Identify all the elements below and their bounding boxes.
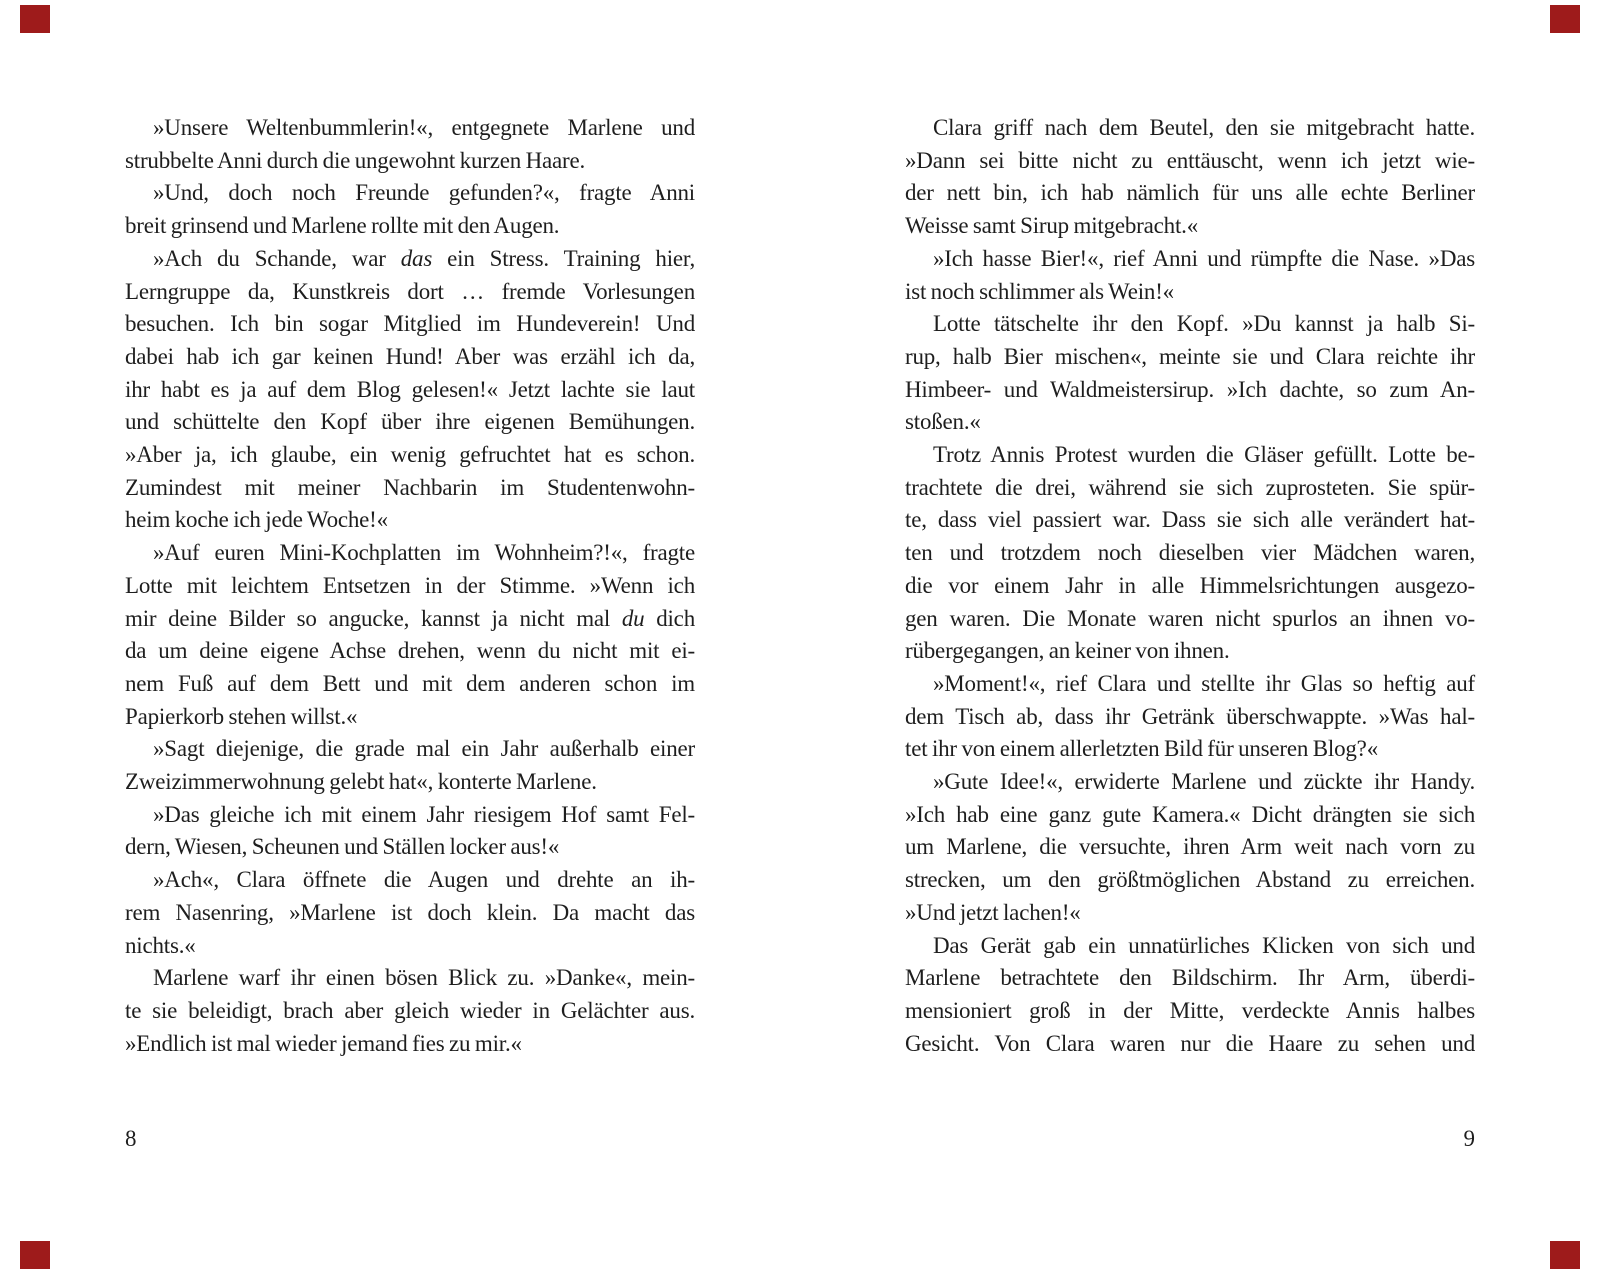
text-line: Zumindest mit meiner Nachbarin im Studentenwohn- (125, 474, 695, 500)
corner-marker-top-right (1550, 5, 1580, 33)
text-line: »Unsere Weltenbummlerin!«, entgegnete Marlene und (153, 115, 695, 140)
text-line: »Das gleiche ich mit einem Jahr riesigem Hof samt Fel- (153, 801, 695, 827)
corner-marker-top-left (20, 5, 50, 33)
text-line: Lotte tätschelte ihr den Kopf. »Du kannst ja halb Si- (933, 311, 1475, 337)
text-line: »Ach«, Clara öffnete die Augen und drehte an ih- (153, 867, 695, 893)
text-line: rübergegangen, an keiner von ihnen. (905, 638, 1230, 664)
text-line: die vor einem Jahr in alle Himmelsrichtungen ausgezo- (905, 572, 1475, 598)
text-line: mensioniert groß in der Mitte, verdeckte Annis halbes (905, 997, 1475, 1023)
text-line: breit grinsend und Marlene rollte mit den Augen. (125, 213, 560, 239)
text-line: »Sagt diejenige, die grade mal ein Jahr außerhalb einer (153, 736, 695, 762)
text-line: nichts.« (125, 932, 196, 958)
text-line: da um deine eigene Achse drehen, wenn du nicht mit ei- (125, 638, 695, 664)
text-line: Clara griff nach dem Beutel, den sie mitgebracht hatte. (933, 115, 1475, 140)
page-right-text-block (905, 112, 1475, 1060)
text-line: Das Gerät gab ein unnatürliches Klicken von sich und (933, 932, 1475, 958)
text-line: strubbelte Anni durch die ungewohnt kurzen Haare. (125, 147, 586, 173)
text-line: Himbeer- und Waldmeistersirup. »Ich dachte, so zum An- (905, 376, 1475, 402)
text-line: »Ich hab eine ganz gute Kamera.« Dicht drängten sie sich (905, 801, 1475, 827)
text-line: »Aber ja, ich glaube, ein wenig gefruchtet hat es schon. (125, 442, 695, 468)
text-line: nem Fuß auf dem Bett und mit dem anderen schon im (125, 670, 695, 696)
text-line: Trotz Annis Protest wurden die Gläser gefüllt. Lotte be- (933, 442, 1475, 468)
text-line: Gesicht. Von Clara waren nur die Haare zu sehen und (905, 1030, 1475, 1056)
text-line: te, dass viel passiert war. Dass sie sich alle verändert hat- (905, 507, 1475, 533)
text-line: besuchen. Ich bin sogar Mitglied im Hundeverein! Und (125, 311, 695, 337)
text-line: dern, Wiesen, Scheunen und Ställen locker aus!« (125, 834, 560, 860)
corner-marker-bottom-right (1550, 1241, 1580, 1269)
text-line: Marlene warf ihr einen bösen Blick zu. »Danke«, mein- (153, 965, 695, 991)
text-line: Lerngruppe da, Kunstkreis dort … fremde Vorlesungen (125, 278, 695, 304)
text-line: rup, halb Bier mischen«, meinte sie und Clara reichte ihr (905, 343, 1475, 369)
text-line: rem Nasenring, »Marlene ist doch klein. Da macht das (125, 899, 695, 925)
text-line: »Auf euren Mini-Kochplatten im Wohnheim?!«, fragte (153, 540, 695, 566)
text-line: und schüttelte den Kopf über ihre eigenen Bemühungen. (125, 409, 695, 435)
text-line: dem Tisch ab, dass ihr Getränk überschwappte. »Was hal- (905, 703, 1475, 729)
text-line: Lotte mit leichtem Entsetzen in der Stimme. »Wenn ich (125, 572, 695, 598)
text-line: stoßen.« (905, 409, 981, 435)
text-line: Weisse samt Sirup mitgebracht.« (905, 213, 1199, 239)
text-line: Papierkorb stehen willst.« (125, 703, 358, 729)
text-line: »Und, doch noch Freunde gefunden?«, fragte Anni (153, 180, 695, 206)
text-line: gen waren. Die Monate waren nicht spurlos an ihnen vo- (905, 605, 1475, 631)
text-line: um Marlene, die versuchte, ihren Arm weit nach vorn zu (905, 834, 1475, 860)
text-line: »Ach du Schande, war das ein Stress. Training hier, (153, 245, 695, 271)
text-line: strecken, um den größtmöglichen Abstand zu erreichen. (905, 867, 1475, 893)
page-number-right: 9 (1463, 1126, 1475, 1151)
page-number-left: 8 (125, 1126, 137, 1151)
text-line: dabei hab ich gar keinen Hund! Aber was erzähl ich da, (125, 343, 695, 369)
text-line: Marlene betrachtete den Bildschirm. Ihr Arm, überdi- (905, 965, 1475, 991)
text-line: ten und trotzdem noch dieselben vier Mädchen waren, (905, 540, 1475, 566)
text-line: »Endlich ist mal wieder jemand fies zu mir.« (125, 1030, 522, 1056)
text-line: »Und jetzt lachen!« (905, 899, 1081, 925)
text-line: mir deine Bilder so angucke, kannst ja nicht mal du dich (125, 605, 695, 631)
text-line: trachtete die drei, während sie sich zuprosteten. Sie spür- (905, 474, 1475, 500)
text-line: ist noch schlimmer als Wein!« (905, 278, 1174, 304)
text-line: »Ich hasse Bier!«, rief Anni und rümpfte die Nase. »Das (933, 245, 1475, 271)
text-line: heim koche ich jede Woche!« (125, 507, 388, 533)
corner-marker-bottom-left (20, 1241, 50, 1269)
text-line: »Gute Idee!«, erwiderte Marlene und zückte ihr Handy. (933, 769, 1475, 795)
text-line: »Moment!«, rief Clara und stellte ihr Glas so heftig auf (933, 670, 1475, 696)
text-line: tet ihr von einem allerletzten Bild für unseren Blog?« (905, 736, 1378, 762)
text-line: ihr habt es ja auf dem Blog gelesen!« Jetzt lachte sie laut (125, 376, 695, 402)
page-left-text-block (125, 112, 695, 1060)
text-line: Zweizimmerwohnung gelebt hat«, konterte Marlene. (125, 769, 597, 795)
text-line: der nett bin, ich hab nämlich für uns alle echte Berliner (905, 180, 1475, 206)
text-line: te sie beleidigt, brach aber gleich wieder in Gelächter aus. (125, 997, 695, 1023)
text-line: »Dann sei bitte nicht zu enttäuscht, wenn ich jetzt wie- (905, 147, 1475, 173)
